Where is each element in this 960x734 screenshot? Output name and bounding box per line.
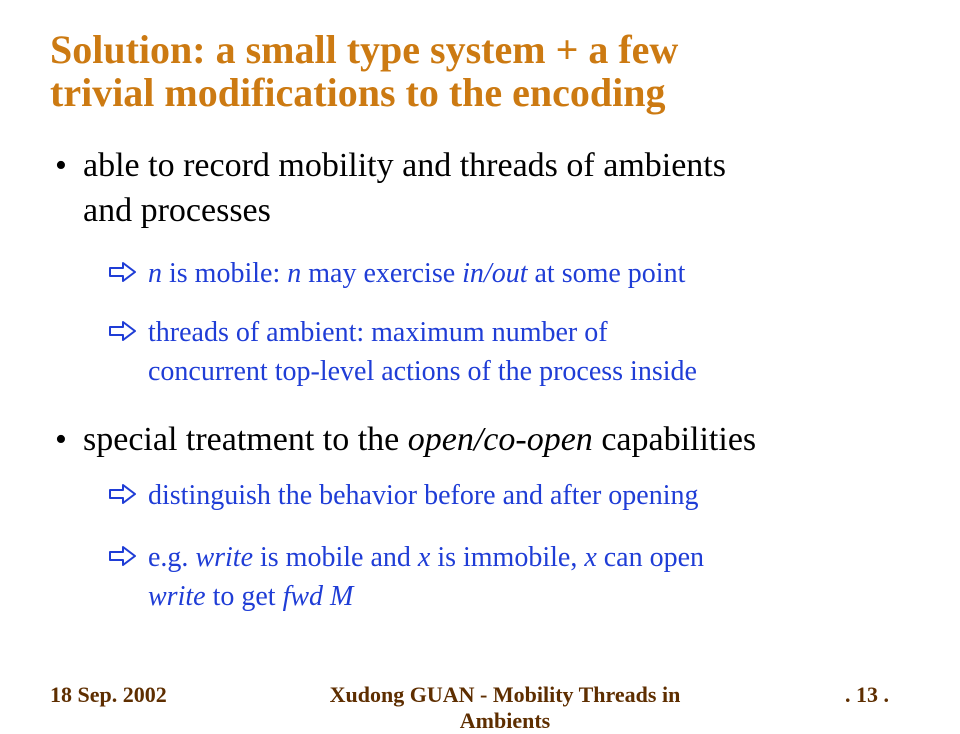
bullet-text (83, 417, 903, 462)
sub-item-text (148, 313, 948, 391)
title-line-1: Solution: a small type system + a few (50, 27, 679, 72)
text-segment: special treatment to the (83, 421, 408, 458)
footer-page-number: . 13 . (845, 682, 889, 707)
text-segment: is immobile, (430, 542, 585, 573)
hollow-right-arrow-icon (108, 319, 138, 343)
text-segment: can open (596, 542, 705, 573)
italic-in-out: in/out (462, 258, 528, 289)
footer-author-line-2: Ambients (459, 708, 551, 733)
bullet-text-line-2: and processes (83, 192, 271, 229)
hollow-right-arrow-icon (108, 544, 138, 568)
sub-text-line-2 (148, 577, 948, 616)
sub-text-line-1: threads of ambient: maximum number of (148, 317, 608, 348)
text-segment: is mobile: (162, 258, 288, 289)
sub-text-line-2: concurrent top-level actions of the process inside (148, 356, 697, 387)
italic-n: n (287, 258, 302, 289)
text-segment: at some point (527, 258, 686, 289)
text-segment: e.g. (148, 542, 196, 573)
text-segment: may exercise (301, 258, 463, 289)
title-line-2: trivial modifications to the encoding (50, 70, 666, 115)
hollow-right-arrow-icon (108, 482, 138, 506)
bullet-text-line-1: able to record mobility and threads of ambients (83, 147, 726, 184)
slide-title (50, 28, 930, 114)
italic-x: x (417, 542, 431, 573)
sub-text-line-1 (148, 538, 948, 577)
bullet-text (83, 143, 903, 233)
text-segment: is mobile and (253, 542, 418, 573)
sub-item-text: distinguish the behavior before and after opening (148, 480, 699, 511)
italic-write: write (195, 542, 253, 573)
footer-author-line-1: Xudong GUAN - Mobility Threads in (329, 682, 681, 707)
italic-write: write (148, 581, 206, 612)
sub-item-text (148, 254, 948, 293)
italic-x: x (584, 542, 597, 573)
bullet-dot: • (55, 421, 67, 458)
italic-fwd-m: fwd M (282, 581, 354, 612)
hollow-right-arrow-icon (108, 260, 138, 284)
footer-author (290, 682, 720, 734)
italic-open-co-open: open/co-open (407, 421, 593, 458)
italic-n: n (148, 258, 162, 289)
bullet-dot: • (55, 147, 67, 184)
footer-date: 18 Sep. 2002 (50, 682, 167, 707)
text-segment: to get (205, 581, 283, 612)
text-segment: capabilities (592, 421, 757, 458)
sub-item-text (148, 538, 948, 616)
